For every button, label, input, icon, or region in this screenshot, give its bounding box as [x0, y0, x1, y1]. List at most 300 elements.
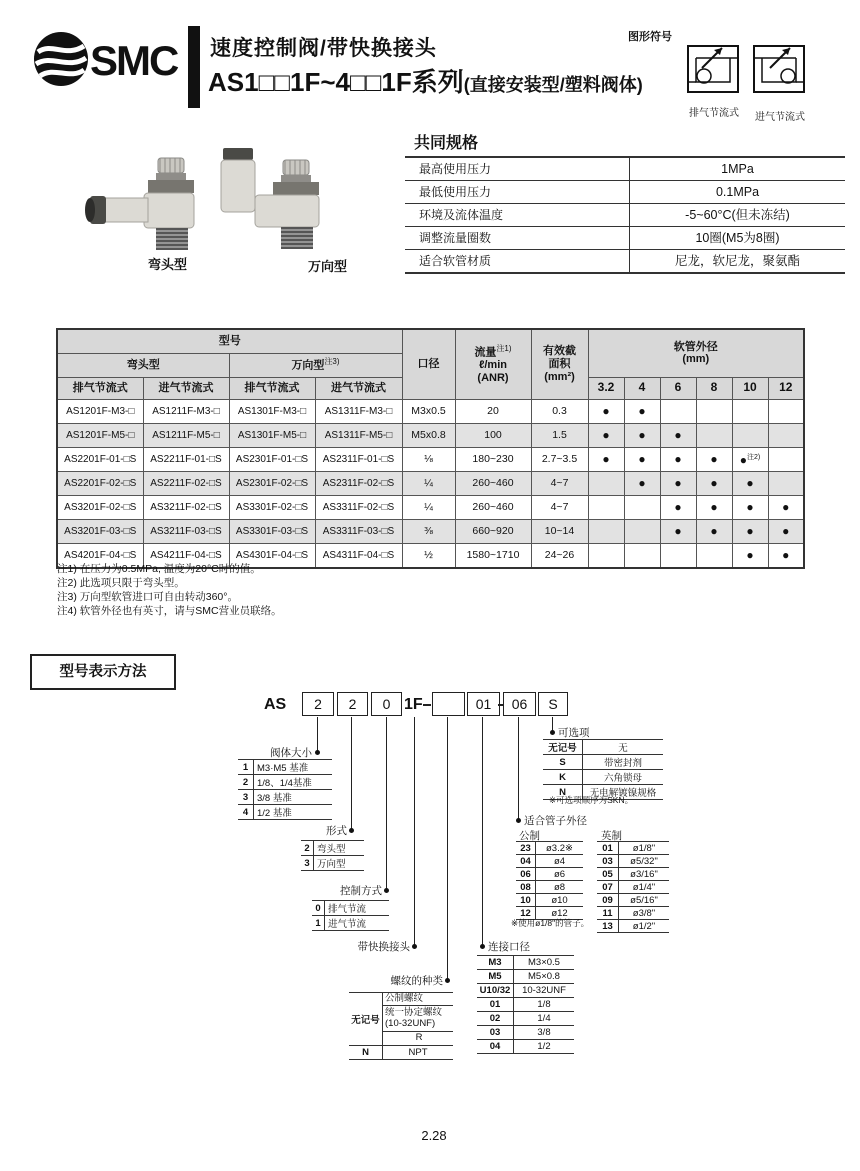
common-specs-table	[405, 156, 845, 274]
dot-cell	[768, 495, 804, 519]
dot-cell	[624, 519, 660, 543]
value-cell: ø6	[553, 868, 566, 880]
inch-label: 英制	[601, 830, 622, 842]
dot-cell	[588, 447, 624, 471]
mini-row	[238, 760, 332, 775]
header-exhaust-throttle: 排气节流式	[229, 377, 315, 399]
spec-value: 尼龙，软尼龙，聚氨酯	[674, 254, 800, 268]
value-cell: 1/8、1/4基准	[257, 778, 312, 789]
value-cell: ø3/16"	[630, 868, 658, 880]
dot-icon: ●	[710, 500, 718, 514]
mini-row	[477, 956, 574, 970]
bore-cell: ⅜	[402, 519, 455, 543]
header-tube-od	[588, 329, 804, 377]
area-cell: 24~26	[531, 543, 588, 568]
mini-row	[597, 920, 669, 933]
note-line: 注4) 软管外径也有英寸，请与SMC营业员联络。	[57, 605, 282, 617]
key-cell: 2	[301, 841, 314, 855]
control-label: 控制方式	[340, 885, 382, 897]
thread-row-no-symbol	[349, 993, 453, 1046]
spec-row	[405, 227, 845, 250]
thread-type-table	[349, 992, 453, 1060]
model-cell: AS3311F-02-□S	[315, 495, 402, 519]
value-cell: ø10	[551, 894, 568, 906]
port-size-table	[477, 955, 574, 1054]
note-line: 注1) 在压力为0.5MPa, 温度为20°C时的值。	[57, 563, 261, 575]
key-cell: 0	[312, 901, 325, 915]
spec-row	[405, 181, 845, 204]
value-cell: 带密封剂	[603, 758, 642, 769]
notes-block	[57, 562, 282, 618]
dot-cell	[768, 447, 804, 471]
note-line: 注3) 万向型软管进口可自由转动360°。	[57, 591, 238, 603]
key-cell: 08	[516, 881, 536, 893]
header-size: 12	[768, 377, 804, 399]
dot-icon: ●	[782, 524, 790, 538]
bullet-icon	[445, 978, 450, 983]
leader-line	[386, 717, 387, 890]
pn-dash	[423, 704, 431, 706]
options-label: 可选项	[558, 727, 590, 739]
spec-label: 最高使用压力	[405, 158, 630, 180]
area-cell: 4~7	[531, 495, 588, 519]
metric-note: ※使用ø1/8"的管子。	[511, 918, 590, 928]
smc-logo	[32, 28, 192, 90]
dot-note-sup: 注2)	[747, 453, 761, 461]
value-cell: 3/8	[537, 1027, 551, 1038]
tube-od-label: 软管外径	[673, 340, 718, 353]
mini-row	[543, 755, 663, 770]
model-row	[57, 471, 804, 495]
dot-cell	[588, 519, 624, 543]
mini-row	[301, 856, 364, 871]
model-cell: AS1311F-M5-□	[315, 423, 402, 447]
dot-cell	[732, 447, 768, 471]
mini-row	[477, 1026, 574, 1040]
leader-line	[317, 717, 318, 752]
dot-icon: ●	[746, 524, 754, 538]
dot-cell	[588, 423, 624, 447]
dot-icon: ●	[638, 404, 646, 418]
spec-label: 调整流量圈数	[405, 227, 630, 249]
mini-row	[477, 970, 574, 984]
exhaust-throttle-symbol-icon	[686, 38, 740, 98]
bullet-icon	[349, 828, 354, 833]
value-cell: R	[415, 1032, 423, 1044]
flow-cell: 20	[455, 399, 531, 423]
key-cell: 09	[597, 894, 619, 906]
value-cell: 排气节流	[328, 904, 367, 915]
dot-icon: ●	[638, 452, 646, 466]
leader-line	[482, 717, 483, 946]
model-cell: AS3311F-03-□S	[315, 519, 402, 543]
port-size-label: 连接口径	[488, 941, 530, 953]
model-cell: AS2301F-02-□S	[229, 471, 315, 495]
bullet-icon	[412, 944, 417, 949]
dot-icon: ●	[746, 500, 754, 514]
dot-cell	[696, 519, 732, 543]
pn-box-thread-type	[432, 692, 465, 716]
dot-cell	[624, 399, 660, 423]
body-size-table	[238, 759, 332, 820]
value-cell: M5×0.8	[528, 971, 560, 982]
dot-cell	[660, 495, 696, 519]
header-model: 型号	[57, 329, 402, 353]
thread-row-npt	[349, 1046, 453, 1060]
bullet-icon	[516, 818, 521, 823]
spec-label: 适合软管材质	[405, 250, 630, 272]
area-label-2: 面积	[548, 357, 571, 370]
mini-row	[516, 842, 583, 855]
dot-cell	[696, 495, 732, 519]
model-table	[56, 328, 805, 569]
dot-icon: ●	[602, 404, 610, 418]
mini-row	[597, 894, 669, 907]
area-cell: 1.5	[531, 423, 588, 447]
mini-row	[477, 1012, 574, 1026]
dot-cell	[660, 519, 696, 543]
model-cell: AS1201F-M5-□	[57, 423, 143, 447]
model-cell: AS4201F-04-□S	[57, 543, 143, 568]
dot-cell	[624, 423, 660, 447]
note-line: 注2) 此选项只限于弯头型。	[57, 577, 185, 589]
leader-line	[414, 717, 415, 946]
model-cell: AS3211F-02-□S	[143, 495, 229, 519]
mini-row	[238, 805, 332, 820]
dot-cell	[696, 423, 732, 447]
flow-cell: 1580~1710	[455, 543, 531, 568]
flow-cell: 260~460	[455, 471, 531, 495]
key-cell: 2	[238, 775, 254, 789]
universal-label: 万向型	[291, 360, 325, 372]
dot-cell	[696, 471, 732, 495]
dot-icon: ●	[710, 476, 718, 490]
model-cell: AS1311F-M3-□	[315, 399, 402, 423]
dot-cell	[588, 471, 624, 495]
key-cell: 3	[238, 790, 254, 804]
control-table	[312, 900, 389, 931]
dot-cell	[660, 423, 696, 447]
header-area	[531, 329, 588, 399]
key-cell: S	[543, 755, 583, 769]
spec-row	[405, 158, 845, 181]
dot-cell	[732, 495, 768, 519]
dot-icon: ●	[782, 548, 790, 562]
dot-icon: ●	[710, 452, 718, 466]
product-photo-universal	[215, 142, 340, 262]
key-cell: 1	[238, 760, 254, 774]
value-cell: M3·M5 基准	[257, 763, 309, 774]
series-title-paren: (直接安装型/塑料阀体)	[463, 75, 643, 95]
value-cell: ø3.2※	[546, 842, 573, 854]
header-inlet-throttle: 进气节流式	[315, 377, 402, 399]
flow-cell: 660~920	[455, 519, 531, 543]
key-cell: 10	[516, 894, 536, 906]
value-cell: 1/2 基准	[257, 808, 292, 819]
spec-value: 1MPa	[721, 162, 754, 176]
dot-cell	[732, 423, 768, 447]
pn-box-form: 2	[337, 692, 368, 716]
dot-icon: ●	[674, 524, 682, 538]
dot-icon: ●	[674, 500, 682, 514]
tube-od-inch-table	[597, 841, 669, 933]
dot-icon: ●	[746, 548, 754, 562]
pn-box-tube-od: 06	[503, 692, 536, 716]
key-cell: 13	[597, 920, 619, 932]
bore-cell: ¼	[402, 471, 455, 495]
pn-box-port-size: 01	[467, 692, 500, 716]
header-size: 6	[660, 377, 696, 399]
dot-icon: ●	[602, 452, 610, 466]
flow-unit-anr: (ANR)	[477, 371, 509, 384]
key-cell: 06	[516, 868, 536, 880]
header-inlet-throttle: 进气节流式	[143, 377, 229, 399]
key-cell: 11	[597, 907, 619, 919]
tube-od-section-label: 适合管子外径	[524, 815, 587, 827]
header-flow	[455, 329, 531, 399]
flow-unit: ℓ/min	[479, 359, 507, 372]
mini-row	[597, 842, 669, 855]
mini-row	[312, 916, 389, 931]
header-size: 8	[696, 377, 732, 399]
part-number-prefix: AS	[264, 696, 287, 713]
model-cell: AS1211F-M5-□	[143, 423, 229, 447]
header-elbow: 弯头型	[57, 353, 229, 377]
options-table	[543, 739, 663, 800]
mini-row	[238, 775, 332, 790]
key-cell: 07	[597, 881, 619, 893]
series-title	[208, 62, 643, 99]
model-cell: AS2301F-01-□S	[229, 447, 315, 471]
value-cell: NPT	[408, 1047, 428, 1058]
dot-cell	[624, 495, 660, 519]
symbol-caption-exhaust: 排气节流式	[689, 108, 739, 119]
dot-icon: ●	[674, 452, 682, 466]
bore-cell: M3x0.5	[402, 399, 455, 423]
mini-row	[516, 855, 583, 868]
spec-value: 0.1MPa	[715, 185, 760, 199]
quick-coupling-label: 带快换接头	[357, 941, 410, 953]
smc-logo-text: SMC	[90, 37, 178, 84]
leader-line	[518, 717, 519, 820]
dot-cell	[624, 543, 660, 568]
dot-cell	[588, 543, 624, 568]
value-cell: 1/4	[537, 1013, 551, 1024]
tube-od-unit: (mm)	[682, 353, 710, 366]
model-cell: AS3201F-02-□S	[57, 495, 143, 519]
dot-icon: ●	[739, 452, 747, 467]
series-title-main: AS1□□1F~4□□1F系列	[208, 67, 464, 97]
bore-cell: M5x0.8	[402, 423, 455, 447]
key-cell: 无记号	[543, 740, 583, 754]
model-cell: AS3301F-02-□S	[229, 495, 315, 519]
key-cell: 1	[312, 916, 325, 930]
model-cell: AS2201F-02-□S	[57, 471, 143, 495]
value-cell: ø12	[551, 907, 568, 919]
value-cell: 1/8	[537, 999, 551, 1010]
key-cell: 无记号	[349, 993, 383, 1045]
dot-icon: ●	[782, 500, 790, 514]
dot-icon: ●	[638, 476, 646, 490]
flow-cell: 180~230	[455, 447, 531, 471]
header-size: 10	[732, 377, 768, 399]
dot-icon: ●	[746, 476, 754, 490]
mini-row	[312, 901, 389, 916]
key-cell: 05	[597, 868, 619, 880]
mini-row	[477, 998, 574, 1012]
model-cell: AS1211F-M3-□	[143, 399, 229, 423]
key-cell: 23	[516, 842, 536, 854]
flow-note-sup: 注1)	[496, 343, 512, 353]
dot-cell	[660, 399, 696, 423]
mini-row	[477, 1040, 574, 1054]
spec-row	[405, 250, 845, 272]
dot-cell	[768, 423, 804, 447]
value-cell: 3/8 基准	[257, 793, 292, 804]
area-cell: 2.7~3.5	[531, 447, 588, 471]
model-designation-title-box: 型号表示方法	[30, 654, 176, 690]
value-cell: 1/2	[537, 1041, 551, 1052]
model-cell: AS4211F-04-□S	[143, 543, 229, 568]
model-cell: AS3201F-03-□S	[57, 519, 143, 543]
key-cell: M5	[477, 970, 514, 983]
spec-label: 最低使用压力	[405, 181, 630, 203]
model-row	[57, 519, 804, 543]
model-cell: AS3211F-03-□S	[143, 519, 229, 543]
model-cell: AS2311F-02-□S	[315, 471, 402, 495]
value-cell: 进气节流	[328, 919, 367, 930]
mini-row	[597, 881, 669, 894]
model-cell: AS1201F-M3-□	[57, 399, 143, 423]
metric-label: 公制	[519, 830, 540, 842]
pn-box-control: 0	[371, 692, 402, 716]
area-cell: 0.3	[531, 399, 588, 423]
key-cell: 12	[516, 907, 536, 919]
mini-row	[301, 841, 364, 856]
value-cell: ø1/8"	[632, 842, 656, 854]
dot-cell	[660, 447, 696, 471]
value-cell: 弯头型	[317, 844, 346, 855]
bullet-icon	[315, 750, 320, 755]
page-title: 速度控制阀/带快换接头	[210, 37, 437, 60]
spec-row	[405, 204, 845, 227]
value-cell: ø4	[553, 855, 566, 867]
header-size: 3.2	[588, 377, 624, 399]
mini-row	[516, 894, 583, 907]
model-cell: AS2211F-02-□S	[143, 471, 229, 495]
dot-cell	[588, 495, 624, 519]
dot-cell	[768, 471, 804, 495]
form-label: 形式	[326, 825, 347, 837]
model-cell: AS3301F-03-□S	[229, 519, 315, 543]
model-row	[57, 423, 804, 447]
inlet-throttle-symbol-icon	[752, 38, 806, 98]
form-table	[301, 840, 364, 871]
model-cell: AS1301F-M5-□	[229, 423, 315, 447]
leader-line	[351, 717, 352, 830]
value-cell: 无电解镀镍规格	[589, 788, 657, 799]
dot-cell	[768, 399, 804, 423]
dot-icon: ●	[674, 476, 682, 490]
value-cell: 六角锁母	[603, 773, 642, 784]
model-cell: AS4301F-04-□S	[229, 543, 315, 568]
spec-label: 环境及流体温度	[405, 204, 630, 226]
leader-line	[447, 717, 448, 980]
flow-cell: 260~460	[455, 495, 531, 519]
graphic-symbols-label: 图形符号	[628, 31, 672, 43]
pn-mid-label: 1F	[404, 696, 423, 713]
model-row	[57, 447, 804, 471]
common-specs-title: 共同规格	[414, 135, 479, 152]
model-cell: AS2211F-01-□S	[143, 447, 229, 471]
product-photo-elbow	[60, 150, 195, 260]
area-label-1: 有效截	[543, 345, 576, 358]
dot-cell	[768, 519, 804, 543]
key-cell: 02	[477, 1012, 514, 1025]
dot-cell	[696, 447, 732, 471]
key-cell: 3	[301, 856, 314, 870]
photo-label-universal: 万向型	[308, 259, 348, 274]
dot-cell	[732, 543, 768, 568]
bore-cell: ⅛	[402, 447, 455, 471]
model-cell: AS4311F-04-□S	[315, 543, 402, 568]
bore-cell: ½	[402, 543, 455, 568]
key-cell: 4	[238, 805, 254, 819]
mini-row	[597, 868, 669, 881]
value-cell: ø5/16"	[630, 894, 658, 906]
mini-row	[516, 881, 583, 894]
value-cell: ø5/32"	[630, 855, 658, 867]
dot-icon: ●	[674, 428, 682, 442]
bullet-icon	[480, 944, 485, 949]
value-cell: 公制螺纹	[383, 993, 453, 1006]
key-cell: 01	[477, 998, 514, 1011]
key-cell: 04	[516, 855, 536, 867]
key-cell: K	[543, 770, 583, 784]
flow-label: 流量	[474, 346, 497, 359]
thread-type-label: 螺纹的种类	[390, 975, 443, 987]
mini-row	[597, 907, 669, 920]
photo-label-elbow: 弯头型	[148, 257, 188, 272]
key-cell: 01	[597, 842, 619, 854]
key-cell: U10/32	[477, 984, 514, 997]
key-cell: 04	[477, 1040, 514, 1053]
key-cell: M3	[477, 956, 514, 969]
dot-icon: ●	[710, 524, 718, 538]
mini-row	[543, 740, 663, 755]
key-cell: N	[543, 785, 583, 799]
symbol-caption-inlet: 进气节流式	[755, 112, 805, 123]
pn-box-body-size: 2	[302, 692, 334, 716]
universal-note-sup: 注3)	[324, 357, 340, 367]
dot-icon: ●	[638, 428, 646, 442]
dot-cell	[624, 471, 660, 495]
header-bore: 口径	[402, 329, 455, 399]
area-unit: (mm²)	[544, 370, 575, 383]
value-cell: ø1/4"	[632, 881, 656, 893]
header-size: 4	[624, 377, 660, 399]
model-cell: AS2201F-01-□S	[57, 447, 143, 471]
key-cell: N	[349, 1046, 383, 1059]
mini-row	[597, 855, 669, 868]
value-cell: 统一协定螺纹 (10-32UNF)	[383, 1006, 453, 1032]
mini-row	[516, 868, 583, 881]
dot-cell	[660, 543, 696, 568]
bullet-icon	[384, 888, 389, 893]
dot-cell	[732, 519, 768, 543]
tube-od-metric-table	[516, 841, 583, 920]
page-number: 2.28	[421, 1128, 447, 1143]
